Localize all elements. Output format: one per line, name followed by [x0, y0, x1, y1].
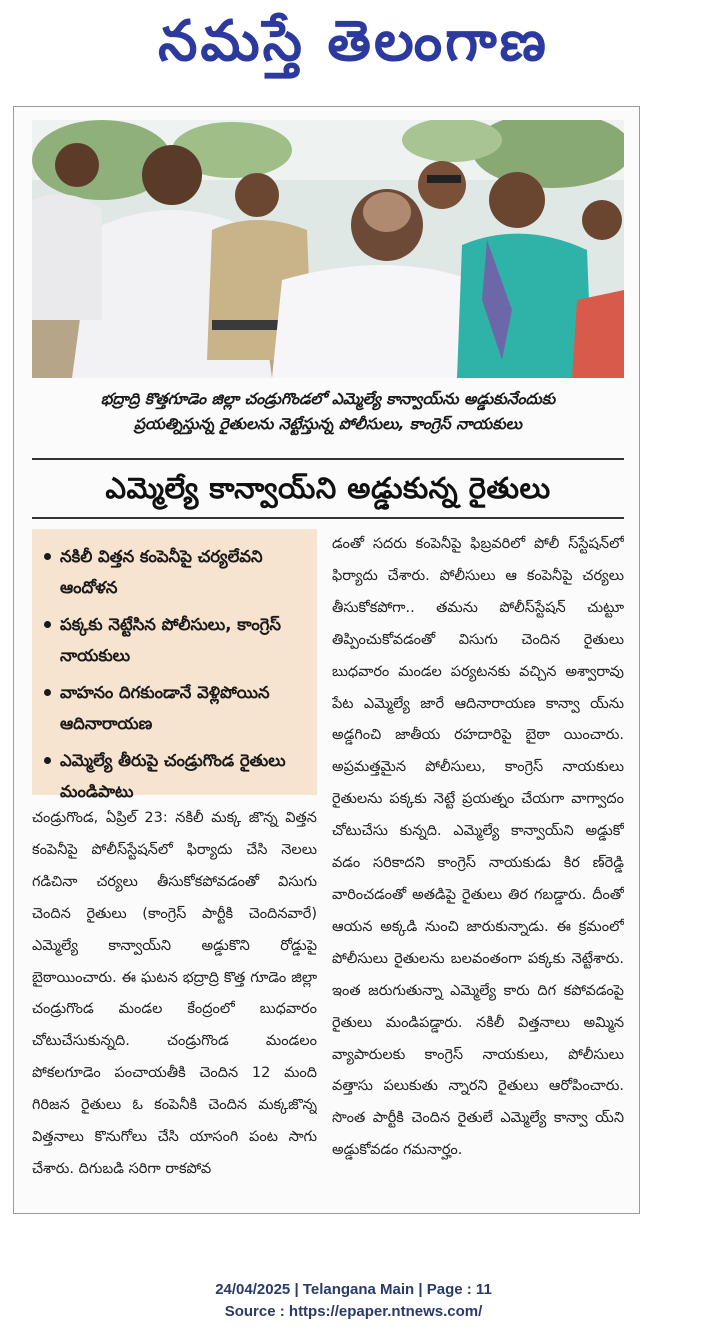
highlight-item [44, 609, 309, 671]
caption-line: భద్రాద్రి కొత్తగూడెం జిల్లా చండ్రుగొండలో ఎమ్మెల్యే కాన్వాయ్‌ను అడ్డుకునేందుకు [100, 390, 556, 408]
photo-caption [32, 379, 624, 447]
newspaper-masthead: నమస్తే తెలంగాణ [158, 9, 549, 74]
body-column-right: డంతో సదరు కంపెనీపై ఫిబ్రవరిలో పోలీ స్‌స్టేషన్‌లో ఫిర్యాదు చేశారు. పోలీసులు ఆ కంపెనీపై చర్యలు తీసుకోకపోగా.. తమను పోలీస్‌స్టేషన్ చుట్టూ తిప్పించుకోవడంతో విసుగు చెందిన రైతులు బుధవారం మండల పర్యటనకు వచ్చిన అశ్వారావు పేట ఎమ్మెల్యే జారే ఆదినారాయణ కాన్వా య్‌ను అడ్డగించి జాతీయ రహదారిపై బైఠా యించారు. అప్రమత్తమైన పోలీసులు, కాంగ్రెస్ నాయకులు రైతులను పక్కకు నెట్టే ప్రయత్నం చేయగా వాగ్వాదం చోటుచేసు కున్నది. ఎమ్మెల్యే కాన్వాయ్‌ని అడ్డుకో వడం సరికాదని కాంగ్రెస్ నాయకుడు కిర ణ్‌రెడ్డి వారించడంతో అతడిపై రైతులు తిర గబడ్డారు. దీంతో ఆయన అక్కడి నుంచి జారుకున్నాడు. ఈ క్రమంలో పోలీసులు రైతులను బలవంతంగా పక్కకు నెట్టేశారు. ఇంత జరుగుతున్నా ఎమ్మెల్యే కారు దిగ కపోవడంపై రైతులు మండిపడ్డారు. నకిలీ విత్తనాలు అమ్మిన వ్యాపారులకు కాంగ్రెస్ నాయకులు, పోలీసులు వత్తాసు పలుకుతు న్నారని రైతులు ఆరోపించారు. సొంత పార్టీకి చెందిన రైతులే ఎమ్మెల్యే కాన్వా య్‌ని అడ్డుకోవడం గమనార్హం. [332, 536, 624, 1159]
news-photo [32, 120, 624, 378]
footer-date-edition: 24/04/2025 | Telangana Main | Page : 11 [215, 1281, 492, 1298]
highlight-text: వాహనం దిగకుండానే వెళ్లిపోయిన ఆదినారాయణ [60, 683, 270, 733]
highlight-text: పక్కకు నెట్టేసిన పోలీసులు, కాంగ్రెస్ నాయకులు [60, 615, 281, 665]
page-footer [0, 1279, 707, 1327]
highlight-item [44, 541, 309, 603]
caption-line: ప్రయత్నిస్తున్న రైతులను నెట్టేస్తున్న పోలీసులు, కాంగ్రెస్ నాయకులు [133, 415, 523, 433]
highlight-text: ఎమ్మెల్యే తీరుపై చండ్రుగొండ రైతులు మండిపాటు [60, 751, 286, 801]
highlights-box [32, 529, 317, 801]
body-column-left: చండ్రుగొండ, ఏప్రిల్ 23: నకిలీ మక్క జొన్న విత్తన కంపెనీపై పోలీస్‌స్టేషన్‌లో ఫిర్యాదు చేసి నెలలు గడిచినా చర్యలు తీసుకోకపోవడంతో విసుగు చెందిన రైతులు (కాంగ్రెస్ పార్టీకి చెందినవారే) ఎమ్మెల్యే కాన్వాయ్‌ని అడ్డుకొని రోడ్డుపై బైఠాయించారు. ఈ ఘటన భద్రాద్రి కొత్త గూడెం జిల్లా చండ్రుగొండ మండల కేంద్రంలో బుధవారం చోటుచేసుకున్నది. చండ్రుగొండ మండలం పోకలగూడెం పంచాయతీకి చెందిన 12 మంది గిరిజన రైతులు ఓ కంపెనీకి చెందిన మక్కజొన్న విత్తనాలు కొనుగోలు చేసి యాసంగి పంట సాగు చేశారు. దిగుబడి సరిగా రాకపోవ [32, 810, 317, 1177]
article-headline: ఎమ్మెల్యే కాన్వాయ్‌ని అడ్డుకున్న రైతులు [32, 458, 624, 519]
highlight-item [44, 677, 309, 739]
bullet-icon [44, 757, 51, 764]
footer-source: Source : https://epaper.ntnews.com/ [224, 1303, 483, 1320]
highlight-item [44, 745, 309, 807]
bullet-icon [44, 621, 51, 628]
bullet-icon [44, 689, 51, 696]
highlight-text: నకిలీ విత్తన కంపెనీపై చర్యలేవని ఆందోళన [60, 547, 263, 597]
bullet-icon [44, 553, 51, 560]
article-clipping [13, 106, 640, 1214]
